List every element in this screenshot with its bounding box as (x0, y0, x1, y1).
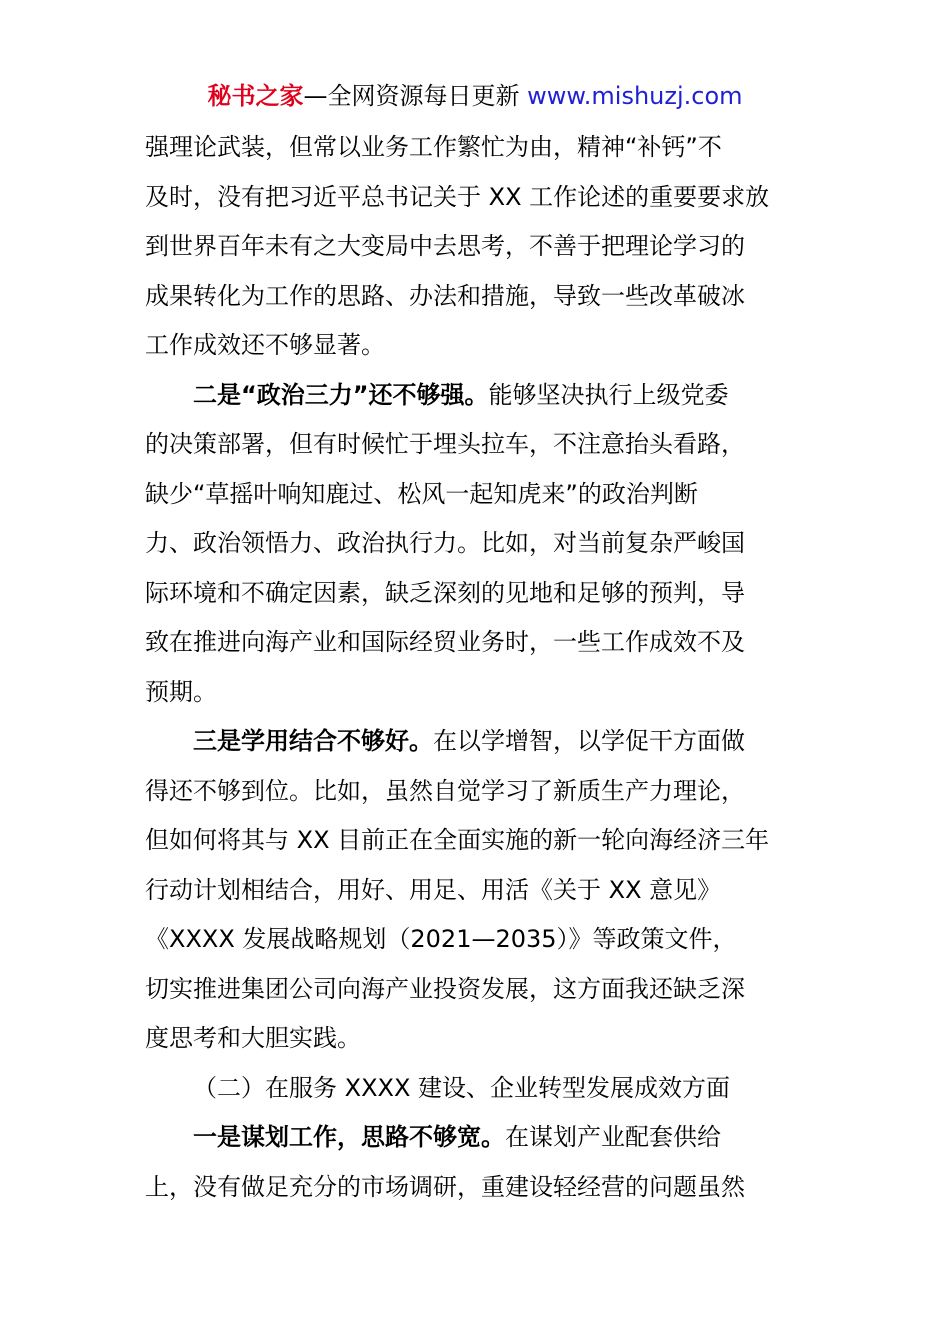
paragraph-text: 在以学增智，以学促干方面做 (433, 727, 745, 755)
paragraph-lead: 三是学用结合不够好。 (193, 727, 433, 755)
text-line: 度思考和大胆实践。 (145, 1024, 361, 1052)
text-line: 及时，没有把习近平总书记关于 XX 工作论述的重要要求放 (145, 182, 770, 211)
paragraph-start (145, 371, 807, 421)
text-line: 预期。 (145, 677, 217, 706)
text-line: 致在推进向海产业和国际经贸业务时，一些工作成效不及 (145, 628, 745, 656)
paragraph-lead: 二是“政治三力”还不够强。 (193, 380, 489, 409)
text-line: 但如何将其与 XX 目前正在全面实施的新一轮向海经济三年 (145, 826, 770, 854)
section-heading: （二）在服务 XXXX 建设、企业转型发展成效方面 (193, 1073, 731, 1102)
text-line: 行动计划相结合，用好、用足、用活《关于 XX 意见》 (145, 875, 722, 904)
text-line: 到世界百年未有之大变局中去思考，不善于把理论学习的 (145, 232, 745, 260)
document-body (145, 123, 807, 1212)
text-line: 力、政治领悟力、政治执行力。比如，对当前复杂严峻国 (145, 529, 745, 557)
text-line: 成果转化为工作的思路、办法和措施，导致一些改革破冰 (145, 281, 745, 310)
text-line: 工作成效还不够显著。 (145, 331, 385, 359)
text-line: 《XXXX 发展战略规划（2021—2035）》等政策文件， (145, 925, 737, 953)
header-tagline: —全网资源每日更新 (303, 82, 528, 110)
paragraph-text: 在谋划产业配套供给 (505, 1123, 721, 1151)
text-line: 得还不够到位。比如，虽然自觉学习了新质生产力理论， (145, 776, 745, 805)
paragraph-start (145, 1113, 807, 1163)
text-line: 切实推进集团公司向海产业投资发展，这方面我还缺乏深 (145, 974, 745, 1003)
text-line: 强理论武装，但常以业务工作繁忙为由，精神“补钙”不 (145, 133, 722, 161)
paragraph-lead: 一是谋划工作，思路不够宽。 (193, 1123, 505, 1151)
text-line: 的决策部署，但有时候忙于埋头拉车，不注意抬头看路， (145, 430, 745, 458)
site-url[interactable]: www.mishuzj.com (527, 82, 743, 110)
text-line: 缺少“草摇叶响知鹿过、松风一起知虎来”的政治判断 (145, 479, 698, 508)
text-line: 上，没有做足充分的市场调研，重建设轻经营的问题虽然 (145, 1172, 745, 1201)
text-line: 际环境和不确定因素，缺乏深刻的见地和足够的预判，导 (145, 578, 745, 607)
paragraph-text: 能够坚决执行上级党委 (488, 380, 729, 409)
brand-name: 秘书之家 (207, 82, 304, 110)
site-header (0, 80, 950, 112)
paragraph-start (145, 717, 807, 767)
